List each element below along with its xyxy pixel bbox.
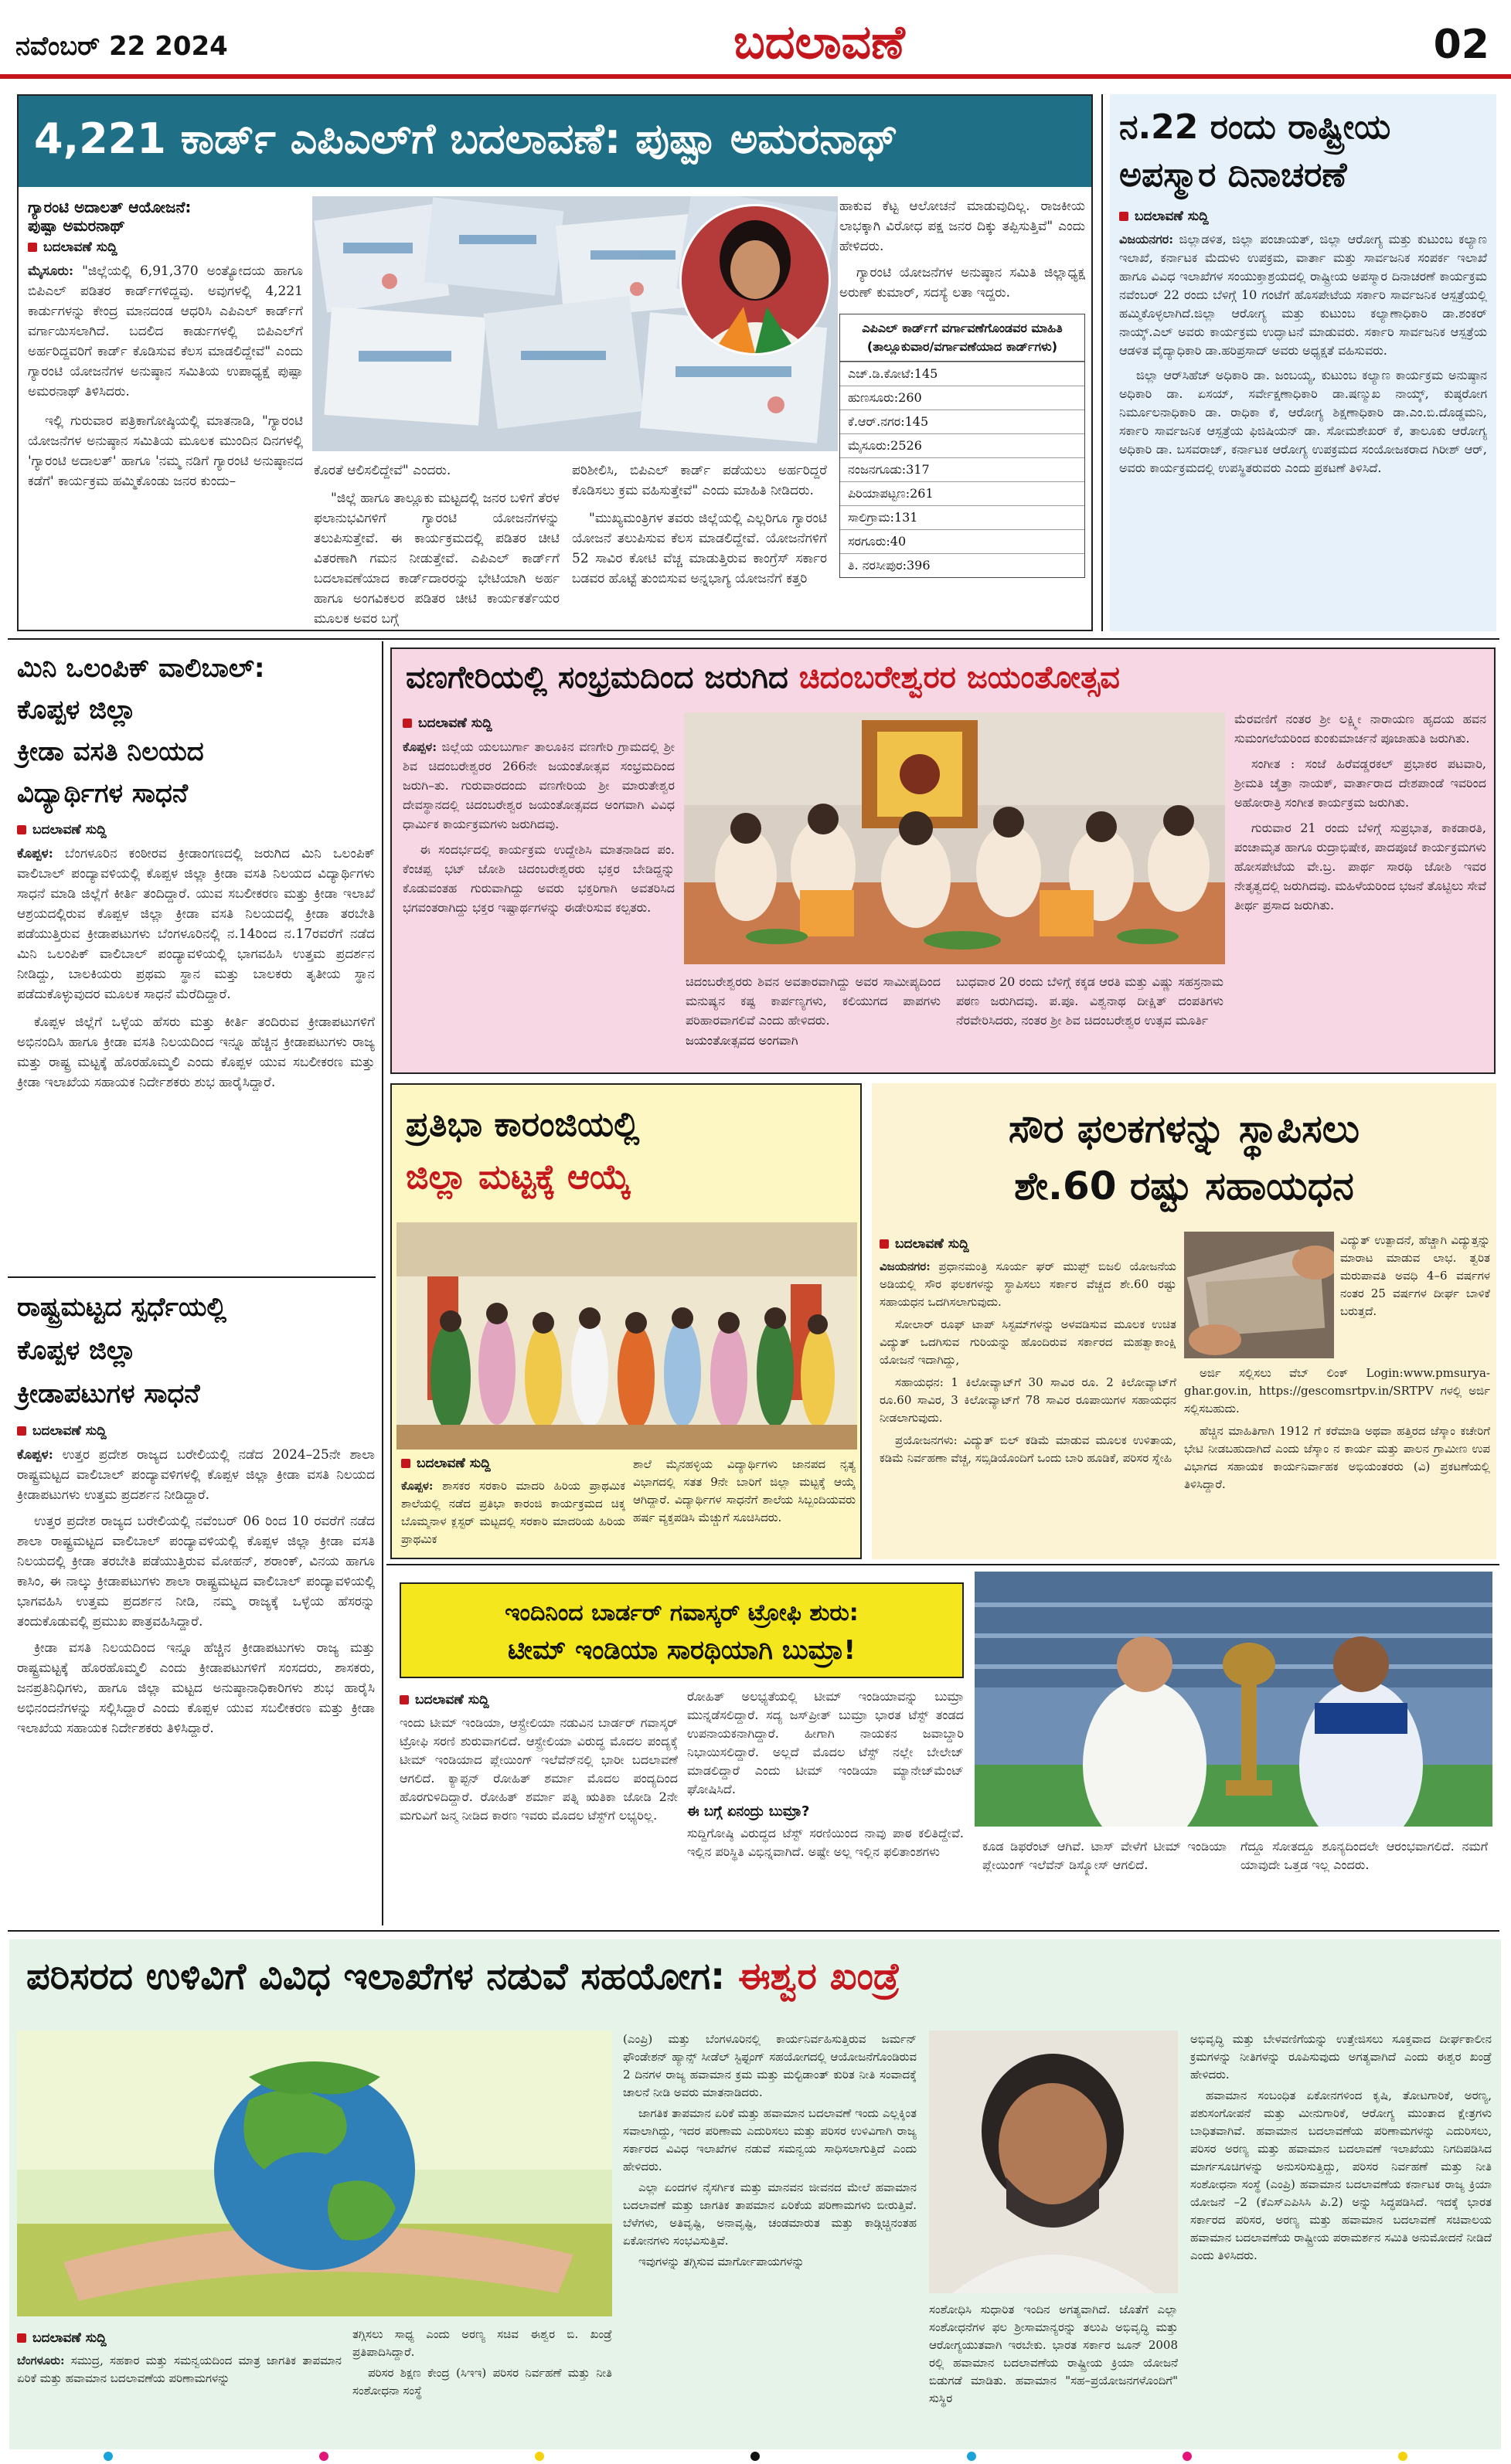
story-body: ಹಾಕುವ ಕೆಟ್ಟ ಆಲೋಚನೆ ಮಾಡುವುದಿಲ್ಲ. ರಾಜಕೀಯ ಲಾಭಕ್ಕಾಗಿ ವಿರೋಧ ಪಕ್ಷ ಜನರ ದಿಕ್ಕು ತಪ್ಪಿಸುತ್ತಿವೆ" ಎಂದು ಹೇಳಿದರು.	[839, 199, 1085, 254]
registration-mark-icon	[104, 2452, 113, 2461]
story-body: ಸಂಶೋಧಿಸಿ ಸುಧಾರಿತ ಇಂದಿನ ಅಗತ್ಯವಾಗಿದೆ. ಜೊತೆಗೆ ಎಲ್ಲಾ ಸಂಶೋಧನೆಗಳ ಫಲ ಶ್ರೀಸಾಮಾನ್ಯರನ್ನು ತಲುಪಿ ಅಭಿವೃದ್ಧಿ ಮತ್ತು ಆರೋಗ್ಯಯುತವಾಗಿ ಇರಬೇಕು. ಭಾರತ ಸರ್ಕಾರ ಜೂನ್ 2008 ರಲ್ಲಿ ಹವಾಮಾನ ಬದಲಾವಣೆಯ ರಾಷ್ಟ್ರೀಯ ಕ್ರಿಯಾ ಯೋಜನೆ ಬಿಡುಗಡೆ ಮಾಡಿತು. ಹವಾಮಾನ "ಸಹ–ಪ್ರಯೋಜನಗಳೊಂದಿಗೆ" ಸುಸ್ಥಿರ	[929, 2303, 1178, 2405]
ceremony-photo	[684, 712, 1225, 964]
story-body: ವಿದ್ಯುತ್ ಉತ್ಪಾದನೆ, ಹೆಚ್ಚಾಗಿ ವಿದ್ಯುತ್ತನ್ನು ಮಾರಾಟ ಮಾಡುವ ಲಾಭ. ತ್ವರಿತ ಮರುಪಾವತಿ ಅವಧಿ 4–6 ವರ್ಷಗಳ ನಂತರ 25 ವರ್ಷಗಳ ದೀರ್ಘ ಬಾಳಿಕೆ ಬರುತ್ತದೆ.	[1340, 1233, 1490, 1318]
story-body: ಅಭಿವೃದ್ಧಿ ಮತ್ತು ಬೇಳವಣಿಗೆಯನ್ನು ಉತ್ತೇಜಿಸಲು ಸೂಕ್ತವಾದ ದೀರ್ಘಕಾಲೀನ ಕ್ರಮಗಳನ್ನು ನೀತಿಗಳನ್ನು ರೂಪಿಸುವುದು ಅಗತ್ಯವಾಗಿದೆ ಎಂದು ಈಶ್ವರ ಖಂಡ್ರೆ ಹೇಳಿದರು.	[1190, 2032, 1492, 2082]
byline: ಬದಲಾವಣೆ ಸುದ್ದಿ	[28, 240, 303, 255]
subheading: ಈ ಬಗ್ಗೆ ಏನಂದ್ರು ಬುಮ್ರಾ?	[687, 1803, 810, 1820]
captains-trophy-photo	[975, 1572, 1492, 1827]
apl-table-title: ಎಪಿಎಲ್ ಕಾರ್ಡ್‌ಗೆ ವರ್ಗಾವಣೆಗೊಂಡವರ ಮಾಹಿತಿ (ತಾಲ್ಲೂಕುವಾರ/ವರ್ಗಾವಣೆಯಾದ ಕಾರ್ಡ್‌ಗಳು)	[840, 314, 1084, 362]
byline: ಬದಲಾವಣೆ ಸುದ್ದಿ	[880, 1236, 1176, 1252]
section-divider	[8, 1930, 1499, 1932]
students-group-photo	[396, 1222, 857, 1450]
paper-name: ಬದಲಾವಣೆ	[733, 15, 905, 70]
story-body: ಇವುಗಳನ್ನು ತಗ್ಗಿಸುವ ಮಾರ್ಗೋಪಾಯಗಳನ್ನು	[638, 2255, 805, 2269]
headline: ಮಿನಿ ಒಲಂಪಿಕ್ ವಾಲಿಬಾಲ್: ಕೊಪ್ಪಳ ಜಿಲ್ಲಾ ಕ್ರೀಡಾ ವಸತಿ ನಿಲಯದ ವಿದ್ಯಾರ್ಥಿಗಳ ಸಾಧನೆ	[17, 653, 265, 809]
story-body: ಕೊಪ್ಪಳ: ಜಿಲ್ಲೆಯ ಯಲಬುರ್ಗಾ ತಾಲೂಕಿನ ವಣಗೇರಿ ಗ್ರಾಮದಲ್ಲಿ ಶ್ರೀ ಶಿವ ಚಿದಂಬರೇಶ್ವರರ 266ನೇ ಜಯಂತೋತ್ಸವ ಸಂಭ್ರಮದಿಂದ ಜರುಗಿ–ತು. ಗುರುವಾರದಂದು ವಣಗೇರಿಯ ಶ್ರೀ ಮಾರುತೇಶ್ವರ ದೇವಸ್ಥಾನದಲ್ಲಿ ಚಿದಂಬರೇಶ್ವರ ಜಯಂತೋತ್ಸವದ ಅಂಗವಾಗಿ ವಿವಿಧ ಧಾರ್ಮಿಕ ಕಾರ್ಯಕ್ರಮಗಳು ಜರುಗಿದವು.	[403, 739, 675, 831]
kicker: ಗ್ಯಾರಂಟಿ ಅದಾಲತ್ ಆಯೋಜನೆ:	[28, 198, 192, 216]
masthead-rule	[0, 74, 1511, 79]
story-body: ಸಂಗೀತ : ಸಂಜೆ ಹಿರೆವಡ್ಡರಕಲ್ ಪ್ರಭಾಕರ ಪಟವಾರಿ, ಶ್ರೀಮತಿ ಚೈತ್ರಾ ನಾಯಕ್, ವಾರ್ತಾರಾದ ದೇಶಪಾಂಡೆ ಇವರಿಂದ ಅಹೋರಾತ್ರಿ ಸಂಗೀತ ಕಾರ್ಯಕ್ರಮ ಜರುಗಿತು.	[1234, 756, 1486, 810]
photo-caption: ಜಯಂತೋತ್ಸವದ ಅಂಗವಾಗಿ	[686, 1033, 798, 1048]
currency-notes-photo	[1184, 1232, 1334, 1358]
story-epilepsy-day	[1110, 94, 1496, 631]
story-body: ಮೆರವಣಿಗೆ ನಂತರ ಶ್ರೀ ಲಕ್ಷ್ಮೀ ನಾರಾಯಣ ಹೃದಯ ಹವನ ಸುಮಂಗಲೆಯರಿಂದ ಕುಂಕುಮಾರ್ಚನೆ ಪೂಜಾಹುತಿ ಜರುಗಿತು.	[1234, 712, 1486, 746]
story-body: ಪರಿಸರ ಶಿಕ್ಷಣ ಕೇಂದ್ರ (ಸಿಇಇ) ಪರಿಸರ ನಿರ್ವಹಣೆ ಮತ್ತು ನೀತಿ ಸಂಶೋಧನಾ ಸಂಸ್ಥೆ	[352, 2366, 612, 2398]
story-solar-subsidy	[872, 1083, 1496, 1559]
story-body: ಉತ್ತರ ಪ್ರದೇಶ ರಾಜ್ಯದ ಬರೇಲಿಯಲ್ಲಿ ನವೆಂಬರ್ 06 ರಿಂದ 10 ರವರೆಗೆ ನಡೆದ ಶಾಲಾ ರಾಷ್ಟ್ರಮಟ್ಟದ ವಾಲಿಬಾಲ್ ಪಂದ್ಯಾವಳಿಯಲ್ಲಿ ಕೊಪ್ಪಳ ಜಿಲ್ಲಾ ಕ್ರೀಡಾ ವಸತಿ ನಿಲಯದಲ್ಲಿ ಕ್ರೀಡಾ ತರಬೇತಿ ಪಡೆಯುತ್ತಿರುವ ಮೋಹನ್, ಶರಾಂಕ್, ವಿನಯ ಹಾಗೂ ಕಾಸಿಂ, ಈ ನಾಲ್ಕು ಕ್ರೀಡಾಪಟುಗಳು ಶಾಲಾ ರಾಷ್ಟ್ರಮಟ್ಟದ ವಾಲಿಬಾಲ್ ಪಂದ್ಯಾವಳಿಯಲ್ಲಿ ಭಾಗವಹಿಸಿ ಉತ್ತಮ ಪ್ರದರ್ಶನ ನೀಡಿ, ನಮ್ಮ ರಾಜ್ಯಕ್ಕೆ ಒಳ್ಳೆಯ ಹೆಸರನ್ನು ತಂದುಕೊಡುವಲ್ಲಿ ಪ್ರಮುಖ ಪಾತ್ರವಹಿಸಿದ್ದಾರೆ.	[17, 1514, 375, 1630]
story-body: ಇಂದು ಟೀಮ್ ಇಂಡಿಯಾ, ಆಸ್ಟ್ರೇಲಿಯಾ ನಡುವಿನ ಬಾರ್ಡರ್ ಗವಾಸ್ಕರ್ ಟ್ರೋಫಿ ಸರಣಿ ಶುರುವಾಗಲಿದೆ. ಆಸ್ಟ್ರೇಲಿಯಾ ವಿರುದ್ಧ ಮೊದಲ ಪಂದ್ಯಕ್ಕೆ ಟೀಮ್ ಇಂಡಿಯಾದ ಪ್ಲೇಯಿಂಗ್ ಇಲೆವೆನ್‌ನಲ್ಲಿ ಭಾರೀ ಬದಲಾವಣೆ ಆಗಲಿದೆ. ಕ್ಯಾಪ್ಟನ್ ರೋಹಿತ್ ಶರ್ಮಾ ಮೊದಲ ಪಂದ್ಯದಿಂದ ಹೊರಗುಳಿದಿದ್ದಾರೆ. ರೋಹಿತ್ ಶರ್ಮಾ ಪತ್ನಿ ಋತಿಕಾ ಜೋಡಿ 2ನೇ ಮಗುವಿಗೆ ಜನ್ಮ ನೀಡಿದ ಕಾರಣ ಇವರು ಮೊದಲ ಟೆಸ್ಟ್‌ಗೆ ಲಭ್ಯರಿಲ್ಲ.	[400, 1715, 678, 1823]
color-registration-bar	[0, 2451, 1511, 2462]
headline: ಇಂದಿನಿಂದ ಬಾರ್ಡರ್ ಗವಾಸ್ಕರ್ ಟ್ರೋಫಿ ಶುರು: ಟೀಮ್ ಇಂಡಿಯಾ ಸಾರಥಿಯಾಗಿ ಬುಮ್ರಾ!	[505, 1599, 859, 1666]
headline: ಸೌರ ಫಲಕಗಳನ್ನು ಸ್ಥಾಪಿಸಲು ಶೇ.60 ರಷ್ಟು ಸಹಾಯಧನ	[1008, 1106, 1360, 1208]
eshwar-khandre-portrait	[929, 2031, 1178, 2293]
story-body: ಕ್ರೀಡಾ ವಸತಿ ನಿಲಯದಿಂದ ಇನ್ನೂ ಹೆಚ್ಚಿನ ಕ್ರೀಡಾಪಟುಗಳು ರಾಜ್ಯ ಮತ್ತು ರಾಷ್ಟ್ರಮಟ್ಟಕ್ಕೆ ಹೊರಹೊಮ್ಮಲಿ ಎಂದು ಕ್ರೀಡಾಪಟುಗಳಿಗೆ ಸಂಸದರು, ಶಾಸಕರು, ಜನಪ್ರತಿನಿಧಿಗಳು, ಹಾಗೂ ಜಿಲ್ಲಾ ಮಟ್ಟದ ಅನುಷ್ಠಾನಾಧಿಕಾರಿಗಳು ಶುಭ ಹಾರೈಸಿ ಅಭಿನಂದನೆಗಳನ್ನು ಸಲ್ಲಿಸಿದ್ದಾರೆ ಎಂದು ಕೊಪ್ಪಳ ಯುವ ಸಬಲೀಕರಣ ಮತ್ತು ಕ್ರೀಡಾ ಇಲಾಖೆಯ ಸಹಾಯಕ ನಿರ್ದೇಶಕರು ತಿಳಿಸಿದ್ದಾರೆ.	[17, 1640, 375, 1736]
apl-table-row: ಸಾಲಿಗ್ರಾಮ:131	[840, 505, 1084, 529]
story-body: ಬುಧವಾರ 20 ರಂದು ಬೆಳಿಗ್ಗೆ ಕಕ್ಕಡ ಆರತಿ ಮತ್ತು ವಿಷ್ಣು ಸಹಸ್ರನಾಮ ಪಠಣ ಜರುಗಿದವು. ಪ.ಪೂ. ವಿಶ್ವನಾಥ ದೀಕ್ಷಿತ್ ದಂಪತಿಗಳು ನೆರವೇರಿಸಿದರು, ನಂತರ ಶ್ರೀ ಶಿವ ಚಿದಂಬರೇಶ್ವರ ಉತ್ಸವ ಮೂರ್ತಿ	[956, 974, 1223, 1028]
byline: ಬದಲಾವಣೆ ಸುದ್ದಿ	[17, 2330, 342, 2346]
registration-mark-icon	[535, 2452, 544, 2461]
story-body: ಪರಿಶೀಲಿಸಿ, ಬಿಪಿಎಲ್ ಕಾರ್ಡ್ ಪಡೆಯಲು ಅರ್ಹರಿದ್ದರೆ ಕೊಡಿಸಲು ಕ್ರಮ ವಹಿಸುತ್ತೇವೆ" ಎಂದು ಮಾಹಿತಿ ನೀಡಿದರು.	[572, 463, 827, 498]
apl-table-row: ತಿ. ನರಸೀಪುರ:396	[840, 553, 1084, 577]
apl-table-rows	[840, 362, 1084, 577]
story-body: ಕೊಪ್ಪಳ: ಬೆಂಗಳೂರಿನ ಕಂಠೀರವ ಕ್ರೀಡಾಂಗಣದಲ್ಲಿ ಜರುಗಿದ ಮಿನಿ ಒಲಂಪಿಕ್ ವಾಲಿಬಾಲ್ ಪಂದ್ಯಾವಳಿಯಲ್ಲಿ ಕೊಪ್ಪಳ ಜಿಲ್ಲಾ ಕ್ರೀಡಾ ವಸತಿ ನಿಲಯದ ವಿದ್ಯಾರ್ಥಿಗಳು ಸಾಧನೆ ಮಾಡಿ ಜಿಲ್ಲೆಗೆ ಕೀರ್ತಿ ತಂದಿದ್ದಾರೆ. ಯುವ ಸಬಲೀಕರಣ ಮತ್ತು ಕ್ರೀಡಾ ಇಲಾಖೆ ಆಶ್ರಯದಲ್ಲಿರುವ ಕೊಪ್ಪಳ ಜಿಲ್ಲಾ ಕ್ರೀಡಾ ವಸತಿ ನಿಲಯದಲ್ಲಿ ಕ್ರೀಡಾ ತರಬೇತಿ ಪಡೆಯುತ್ತಿರುವ ಕ್ರೀಡಾಪಟುಗಳು ಬೆಂಗಳೂರಿನಲ್ಲಿ ನ.14ರಿಂದ ನ.17ರವರೆಗೆ ನಡೆದ ಮಿನಿ ಒಲಂಪಿಕ್ ವಾಲಿಬಾಲ್ ಪಂದ್ಯಾವಳಿಯಲ್ಲಿ ಭಾಗವಹಿಸಿ ಉತ್ತಮ ಪ್ರದರ್ಶನ ನೀಡಿದ್ದು, ಬಾಲಕಿಯರು ಪ್ರಥಮ ಸ್ಥಾನ ಮತ್ತು ಬಾಲಕರು ತೃತೀಯ ಸ್ಥಾನ ಪಡೆದುಕೊಳ್ಳುವುದರ ಮೂಲಕ ಸಾಧನೆ ಮೆರೆದಿದ್ದಾರೆ.	[17, 846, 375, 1002]
story-body: ಕೊಪ್ಪಳ ಜಿಲ್ಲೆಗೆ ಒಳ್ಳೆಯ ಹೆಸರು ಮತ್ತು ಕೀರ್ತಿ ತಂದಿರುವ ಕ್ರೀಡಾಪಟುಗಳಿಗೆ ಅಭಿನಂದಿಸಿ ಹಾಗೂ ಕ್ರೀಡಾ ವಸತಿ ನಿಲಯದಿಂದ ಇನ್ನೂ ಹೆಚ್ಚಿನ ಕ್ರೀಡಾಪಟುಗಳು ರಾಜ್ಯ ಮತ್ತು ರಾಷ್ಟ್ರ ಮಟ್ಟಕ್ಕೆ ಹೊರಹೊಮ್ಮಲಿ ಎಂದು ಕೊಪ್ಪಳ ಯುವ ಸಬಲೀಕರಣ ಮತ್ತು ಕ್ರೀಡಾ ಇಲಾಖೆಯ ಸಹಾಯಕ ನಿರ್ದೇಶಕರು ಶುಭ ಹಾರೈಸಿದ್ದಾರೆ.	[17, 1014, 375, 1090]
story-body: (ಎಂಪ್ರಿ) ಮತ್ತು ಬೆಂಗಳೂರಿನಲ್ಲಿ ಕಾರ್ಯನಿರ್ವಹಿಸುತ್ತಿರುವ ಜರ್ಮನ್ ಫೌಂಡೇಶನ್ ಹ್ಯಾನ್ಸ್ ಸೀಡೆಲ್ ಸ್ಟಿಫ್ಟಂಗ್ ಸಹಯೋಗದಲ್ಲಿ ಆಯೋಜನೆಗೊಂಡಿರುವ 2 ದಿನಗಳ ರಾಜ್ಯ ಹವಾಮಾನ ಕ್ರಮ ಮತ್ತು ಮಲ್ಟಿಡಾಂತ್ ಕುರಿತ ನೀತಿ ಸಂವಾದಕ್ಕೆ ಚಾಲನೆ ನೀಡಿ ಅವರು ಮಾತನಾಡಿದರು.	[623, 2032, 917, 2099]
byline: ಬದಲಾವಣೆ ಸುದ್ದಿ	[403, 715, 675, 731]
story-body: ಶಾಲೆ ಮೈನಹಳ್ಳಿಯ ವಿದ್ಯಾರ್ಥಿಗಳು ಜಾನಪದ ನೃತ್ಯ ವಿಭಾಗದಲ್ಲಿ ಸತತ 9ನೇ ಬಾರಿಗೆ ಜಿಲ್ಲಾ ಮಟ್ಟಕ್ಕೆ ಆಯ್ಕೆ ಆಗಿದ್ದಾರೆ. ವಿದ್ಯಾರ್ಥಿಗಳ ಸಾಧನೆಗೆ ಶಾಲೆಯ ಸಿಬ್ಬಂದಿಯವರು ಹರ್ಷ ವ್ಯಕ್ತಪಡಿಸಿ ಮೆಚ್ಚುಗೆ ಸೂಚಿಸಿದರು.	[633, 1457, 856, 1524]
story-body: ಜಿಲ್ಲಾ ಆರ್‌ಸಿಹೆಚ್ ಅಧಿಕಾರಿ ಡಾ. ಜಂಬಯ್ಯ, ಕುಟುಂಬ ಕಲ್ಯಾಣ ಕಾರ್ಯಕ್ರಮ ಅನುಷ್ಠಾನ ಅಧಿಕಾರಿ ಡಾ. ಏಸಯ್, ಸರ್ವೇಕ್ಷಣಾಧಿಕಾರಿ ಡಾ.ಷಣ್ಮುಖ ನಾಯ್ಕ್, ಕುಷ್ಠರೋಗ ನಿರ್ಮೂಲನಾಧಿಕಾರಿ ಡಾ. ರಾಧಿಕಾ ಕೆ, ಆರೋಗ್ಯ ಶಿಕ್ಷಣಾಧಿಕಾರಿ ಡಾ.ಎಂ.ಬಿ.ದೊಡ್ಡಮನಿ, ಸರ್ಕಾರಿ ಸಾರ್ವಜನಿಕ ಆಸ್ಪತ್ರೆಯ ಫಿಜಿಷಿಯನ್ ಡಾ. ಸೋಮಶೇಖರ್ ಕೆ, ತಾಲೂಕು ಆರೋಗ್ಯ ಅಧಿಕಾರಿ ಡಾ. ಬಸವರಾಜ್, ಕರ್ನಾಟಕ ಆರೋಗ್ಯ ಉಪಕ್ರಮದ ಸಂಯೋಜಕರಾದ ಗಿರೀಶ್ ಆರ್, ಅವರು ಕಾರ್ಯಕ್ರಮದಲ್ಲಿ ಉಪಸ್ಥಿತರುವರು ಎಂದು ಪ್ರಕಟಣೆ ತಿಳಿಸಿದೆ.	[1119, 368, 1487, 475]
story-environment	[9, 1939, 1501, 2449]
story-body: "ಮುಖ್ಯಮಂತ್ರಿಗಳ ತವರು ಜಿಲ್ಲೆಯಲ್ಲಿ ಎಲ್ಲರಿಗೂ ಗ್ಯಾರಂಟಿ ಯೋಜನೆ ತಲುಪಿಸುವ ಕೆಲಸ ಮಾಡಲಿದ್ದೇವೆ. ಯೋಜನೆಗಳಿಗೆ 52 ಸಾವಿರ ಕೋಟಿ ವೆಚ್ಚ ಮಾಡುತ್ತಿರುವ ಕಾಂಗ್ರೆಸ್ ಸರ್ಕಾರ ಬಡವರ ಹೊಟ್ಟೆ ತುಂಬಿಸುವ ಅನ್ನಭಾಗ್ಯ ಯೋಜನೆಗೆ ಕತ್ತರಿ	[572, 511, 827, 586]
story-body: ವಿಜಯನಗರ: ಜಿಲ್ಲಾಡಳಿತ, ಜಿಲ್ಲಾ ಪಂಚಾಯತ್, ಜಿಲ್ಲಾ ಆರೋಗ್ಯ ಮತ್ತು ಕುಟುಂಬ ಕಲ್ಯಾಣ ಇಲಾಖೆ, ಕರ್ನಾಟಕ ಮೆದುಳು ಉಪಕ್ರಮ, ವಾರ್ತಾ ಮತ್ತು ಸಾರ್ವಜನಿಕ ಸಂಪರ್ಕ ಇಲಾಖೆ ಹಾಗೂ ವಿವಿಧ ಇಲಾಖೆಗಳ ಸಂಯುಕ್ತಾಶ್ರಯದಲ್ಲಿ ರಾಷ್ಟ್ರೀಯ ಅಪಸ್ಮಾರ ದಿನಾಚರಣೆ ಕಾರ್ಯಕ್ರಮ ನವೆಂಬರ್ 22 ರಂದು ಬೆಳಿಗ್ಗೆ 10 ಗಂಟೆಗೆ ಹೊಸಪೇಟೆಯ ಸರ್ಕಾರಿ ಸಾರ್ವಜನಿಕ ಆಸ್ಪತ್ರೆಯಲ್ಲಿ ಹಮ್ಮಿಕೊಳ್ಳಲಾಗಿದೆ.ಜಿಲ್ಲಾ ಆರೋಗ್ಯ ಮತ್ತು ಕುಟುಂಬ ಕಲ್ಯಾಣಾಧಿಕಾರಿ ಡಾ.ಶಂಕರ್ ನಾಯ್ಕ್.ಎಲ್ ಅವರು ಕಾರ್ಯಕ್ರಮ ಉದ್ಘಾಟನೆ ಮಾಡುವರು. ಸರ್ಕಾರಿ ಸಾರ್ವಜನಿಕ ಆಸ್ಪತ್ರೆಯ ಆಡಳಿತ ವೈದ್ಯಾಧಿಕಾರಿ ಡಾ.ಹರಿಪ್ರಸಾದ್ ಅವರು ಅಧ್ಯಕ್ಷತೆ ವಹಿಸುವರು.	[1119, 232, 1487, 358]
earth-in-hands-photo	[17, 2031, 612, 2316]
story-body: "ಜಿಲ್ಲೆ ಹಾಗೂ ತಾಲ್ಲೂಕು ಮಟ್ಟದಲ್ಲಿ ಜನರ ಬಳಿಗೆ ತೆರಳ ಫಲಾನುಭವಿಗಳಿಗೆ ಗ್ಯಾರಂಟಿ ಯೋಜನೆಗಳನ್ನು ತಲುಪಿಸುತ್ತೇವೆ. ಈ ಕಾರ್ಯಕ್ರಮದಲ್ಲಿ ಪಡಿತರ ಚೀಟಿ ವಿತರಣಾಗಿ ಗಮನ ನೀಡುತ್ತೇವೆ. ಎಪಿಎಲ್ ಕಾರ್ಡ್‌ಗೆ ಬದಲಾವಣೆಯಾದ ಕಾರ್ಡ್‌ದಾರರನ್ನು ಭೇಟಿಯಾಗಿ ಅರ್ಹ ಹಾಗೂ ಅಂಗವಿಕಲರ ಪಡಿತರ ಚೀಟಿ ಕಾರ್ಯಕರ್ತೆಯರ ಮೂಲಕ ಅವರ ಬಗ್ಗೆ	[314, 491, 560, 627]
story-body: ಇಲ್ಲಿ ಗುರುವಾರ ಪತ್ರಿಕಾಗೋಷ್ಠಿಯಲ್ಲಿ ಮಾತನಾಡಿ, "ಗ್ಯಾರಂಟಿ ಯೋಜನೆಗಳ ಅನುಷ್ಠಾನ ಸಮಿತಿಯ ಮೂಲಕ ಮುಂದಿನ ದಿನಗಳಲ್ಲಿ 'ಗ್ಯಾರಂಟಿ ಅದಾಲತ್' ಹಾಗೂ 'ನಮ್ಮ ನಡಿಗೆ ಗ್ಯಾರಂಟಿ ಅನುಷ್ಠಾನದ ಕಡೆಗೆ' ಕಾರ್ಯಕ್ರಮ ಹಮ್ಮಿಕೊಂಡು ಜನರ ಕುಂದು–	[28, 413, 303, 489]
story-body: ಗ್ಯಾರಂಟಿ ಯೋಜನೆಗಳ ಅನುಷ್ಠಾನ ಸಮಿತಿ ಜಿಲ್ಲಾಧ್ಯಕ್ಷ ಅರುಣ್ ಕುಮಾರ್, ಸದಸ್ಯೆ ಲತಾ ಇದ್ದರು.	[839, 265, 1085, 301]
kicker-name: ಪುಷ್ಪಾ ಅಮರನಾಥ್	[28, 216, 125, 235]
apl-table	[839, 314, 1085, 578]
story-body: ಜಾಗತಿಕ ತಾಪಮಾನ ಏರಿಕೆ ಮತ್ತು ಹವಾಮಾನ ಬದಲಾವಣೆ ಇಂದು ಎಲ್ಲಕ್ಕಿಂತ ಸವಾಲಾಗಿದ್ದು, ಇದರ ಪರಿಣಾಮ ಎದುರಿಸಲು ಮತ್ತು ಪರಿಸರ ಉಳಿವಿಗಾಗಿ ರಾಜ್ಯ ಸರ್ಕಾರದ ವಿವಿಧ ಇಲಾಖೆಗಳ ನಡುವೆ ಸಮನ್ವಯ ಸಾಧಿಸಲಾಗುತ್ತಿದೆ ಎಂದು ಹೇಳಿದರು.	[623, 2106, 917, 2173]
story-border-gavaskar	[390, 1572, 1496, 1925]
registration-mark-icon	[319, 2452, 328, 2461]
byline: ಬದಲಾವಣೆ ಸುದ್ದಿ	[1119, 209, 1487, 224]
story-body: ವಿಜಯನಗರ: ಪ್ರಧಾನಮಂತ್ರಿ ಸೂರ್ಯ ಘರ್ ಮುಫ್ತ್ ಬಿಜಲಿ ಯೋಜನೆಯ ಅಡಿಯಲ್ಲಿ ಸೌರ ಫಲಕಗಳನ್ನು ಸ್ಥಾಪಿಸಲು ಸರ್ಕಾರ ವೆಚ್ಚದ ಶೇ.60 ರಷ್ಟು ಸಹಾಯಧನ ಒದಗಿಸಲಾಗುವುದು.	[880, 1259, 1176, 1309]
headline-box	[400, 1582, 964, 1678]
story-body: ಪ್ರಯೋಜನಗಳು: ವಿದ್ಯುತ್ ಬಿಲ್ ಕಡಿಮೆ ಮಾಡುವ ಮೂಲಕ ಉಳಿತಾಯ, ಕಡಿಮೆ ನಿರ್ವಹಣಾ ವೆಚ್ಚ, ಸಬ್ಸಿಡಿಯೊಂದಿಗೆ ಒಂದು ಬಾರಿ ಹೂಡಿಕೆ, ಪರಿಸರ ಸ್ನೇಹಿ	[880, 1433, 1176, 1465]
story-body: ಈ ಸಂದರ್ಭದಲ್ಲಿ ಕಾರ್ಯಕ್ರಮ ಉದ್ದೇಶಿಸಿ ಮಾತನಾಡಿದ ಪಂ. ಕೆಂಚಪ್ಪ ಭಟ್ ಜೋಶಿ ಚಿದಂಬರೇಶ್ವರರು ಭಕ್ತರ ಬೇಡಿದ್ದನ್ನು ಕೊಡುವಂತಹ ಗುರುವಾಗಿದ್ದು ಅವರು ಭಕ್ತರಿಗಾಗಿ ಅವತರಿಸಿದ ಭಗವಂತರಾಗಿದ್ದು ಭಕ್ತರ ಇಷ್ಟಾರ್ಥಗಳನ್ನು ಈಡೇರಿಸುವ ಕಲ್ಪತರು.	[403, 842, 675, 915]
headline: ನ.22 ರಂದು ರಾಷ್ಟ್ರೀಯ ಅಪಸ್ಮಾರ ದಿನಾಚರಣೆ	[1119, 107, 1391, 195]
story-body: ತಗ್ಗಿಸಲು ಸಾಧ್ಯ ಎಂದು ಅರಣ್ಯ ಸಚಿವ ಈಶ್ವರ ಬಿ. ಖಂಡ್ರೆ ಪ್ರತಿಪಾದಿಸಿದ್ದಾರೆ.	[352, 2327, 612, 2359]
headline: 4,221 ಕಾರ್ಡ್ ಎಪಿಎಲ್‌ಗೆ ಬದಲಾವಣೆ: ಪುಷ್ಪಾ ಅಮರನಾಥ್	[34, 114, 898, 163]
story-body: ಬೆಂಗಳೂರು: ಸಮುದ್ರ, ಸಹಕಾರ ಮತ್ತು ಸಮನ್ವಯದಿಂದ ಮಾತ್ರ ಜಾಗತಿಕ ತಾಪಮಾನ ಏರಿಕೆ ಮತ್ತು ಹವಾಮಾನ ಬದಲಾವಣೆಯ ಪರಿಣಾಮಗಳನ್ನು	[17, 2354, 342, 2385]
section-divider	[8, 1276, 376, 1278]
pushpa-amarnath-portrait	[679, 204, 831, 355]
headline: ರಾಷ್ಟ್ರಮಟ್ಟದ ಸ್ಪರ್ಧೆಯಲ್ಲಿ ಕೊಪ್ಪಳ ಜಿಲ್ಲಾ ಕ್ರೀಡಾಪಟುಗಳ ಸಾಧನೆ	[17, 1292, 227, 1409]
byline: ಬದಲಾವಣೆ ಸುದ್ದಿ	[401, 1456, 625, 1471]
apl-table-row: ಕೆ.ಆರ್.ನಗರ:145	[840, 410, 1084, 433]
apl-table-row: ಎಚ್.ಡಿ.ಕೋಟೆ:145	[840, 362, 1084, 386]
column-divider	[382, 641, 383, 1925]
headline: ಪ್ರತಿಭಾ ಕಾರಂಜಿಯಲ್ಲಿ ಜಿಲ್ಲಾ ಮಟ್ಟಕ್ಕೆ ಆಯ್ಕೆ	[406, 1105, 640, 1197]
story-body: ಕೊರತೆ ಆಲಿಸಲಿದ್ದೇವೆ" ಎಂದರು.	[314, 463, 451, 478]
section-divider	[8, 638, 1499, 640]
issue-date: ನವೆಂಬರ್ 22 2024	[15, 31, 228, 62]
story-body: ಹವಾಮಾನ ಸಂಬಂಧಿತ ಏಕೋನಗಳಿಂದ ಕೃಷಿ, ತೋಟಗಾರಿಕೆ, ಅರಣ್ಯ, ಪಶುಸಂಗೋಪನೆ ಮತ್ತು ಮೀನುಗಾರಿಕೆ, ಆರೋಗ್ಯ ಮುಂತಾದ ಕ್ಷೇತ್ರಗಳು ಬಾಧಿತವಾಗಿವೆ. ಹವಾಮಾನ ಬದಲಾವಣೆಯ ಪರಿಣಾಮಗಳನ್ನು ಎದುರಿಸಲು, ಪರಿಸರ ಅರಣ್ಯ ಮತ್ತು ಹವಾಮಾನ ಬದಲಾವಣೆ ಇಲಾಖೆಯು ನಿಗದಿಪಡಿಸಿದ ಮಾರ್ಗಸೂಚಿಗಳನ್ನು ಅನುಸರಿಸುತ್ತಿದ್ದು, ಪರಿಸರ ನಿರ್ವಹಣೆ ಮತ್ತು ನೀತಿ ಸಂಶೋಧನಾ ಸಂಸ್ಥೆ (ಎಂಪ್ರಿ) ಹವಾಮಾನ ಬದಲಾವಣೆಯ ಕರ್ನಾಟಕ ರಾಜ್ಯ ಕ್ರಿಯಾ ಯೋಜನೆ –2 (ಕೆಎಸ್‌ಎಪಿಸಿಸಿ ಪಿ.2) ಅನ್ನು ಸಿದ್ಧಪಡಿಸಿದೆ. ಇದಕ್ಕೆ ಭಾರತ ಸರ್ಕಾರದ ಪರಿಸರ, ಅರಣ್ಯ ಮತ್ತು ಹವಾಮಾನ ಬದಲಾವಣೆ ಸಚಿವಾಲಯ ಹವಾಮಾನ ಬದಲಾವಣೆಯ ರಾಷ್ಟ್ರೀಯ ಪರಾಮರ್ಶನ ಸಮಿತಿ ಅನುಮೋದನೆ ನೀಡಿದೆ ಎಂದು ತಿಳಿಸಿದರು.	[1190, 2088, 1492, 2262]
story-body: ಗುರುವಾರ 21 ರಂದು ಬೆಳಿಗ್ಗೆ ಸುಪ್ರಭಾತ, ಕಾಕಡಾರತಿ, ಪಂಚಾಮೃತ ಹಾಗೂ ರುದ್ರಾಭಿಷೇಕ, ಪಾದಪೂಜೆ ಕಾರ್ಯಕ್ರಮಗಳು ಹೋಸಪೇಟೆಯ ವೇ.ಬ್ರ. ಪಾರ್ಥ ಸಾರಥಿ ಜೋಶಿ ಇವರ ನೇತೃತ್ವದಲ್ಲಿ ಜರುಗಿದವು. ಮಹಿಳೆಯರಿಂದ ಭಜನೆ ತೊಟ್ಟಿಲು ಸೇವೆ ತೀರ್ಥ ಪ್ರಸಾದ ಜರುಗಿತು.	[1234, 821, 1486, 913]
story-chidambareshwara	[390, 647, 1496, 1074]
registration-mark-icon	[1398, 2452, 1407, 2461]
story-body: ಅರ್ಜಿ ಸಲ್ಲಿಸಲು ವೆಬ್ ಲಿಂಕ್ Login:www.pmsurya-ghar.gov.in, https://gescomsrtpv.in/SRTPV ಗಳಲ್ಲಿ ಅರ್ಜಿ ಸಲ್ಲಿಸಬಹುದು.	[1184, 1366, 1490, 1416]
byline: ಬದಲಾವಣೆ ಸುದ್ದಿ	[17, 1423, 375, 1439]
photo-caption: ಗೆದ್ದೂ ಸೋತದ್ದೂ ಶೂನ್ಯದಿಂದಲೇ ಆರಂಭವಾಗಲಿದೆ. ನಮಗೆ ಯಾವುದೇ ಒತ್ತಡ ಇಲ್ಲ ಎಂದರು.	[1240, 1839, 1488, 1872]
story-body: ರೋಹಿತ್ ಅಲಭ್ಯತೆಯಲ್ಲಿ ಟೀಮ್ ಇಂಡಿಯಾವನ್ನು ಬುಮ್ರಾ ಮುನ್ನಡೆಸಲಿದ್ದಾರೆ. ಸದ್ಯ ಜಸ್‌ಪ್ರೀತ್ ಬುಮ್ರಾ ಭಾರತ ಟೆಸ್ಟ್ ತಂಡದ ಉಪನಾಯಕನಾಗಿದ್ದಾರೆ. ಹೀಗಾಗಿ ನಾಯಕನ ಜವಾಬ್ದಾರಿ ನಿಭಾಯಿಸಲಿದ್ದಾರೆ. ಅಲ್ಲದೆ ಮೊದಲ ಟೆಸ್ಟ್ ನಲ್ಲೇ ಬೇಲೇಜ್ ಮಾಡಲಿದ್ದಾರೆ ಎಂದು ಟೀಮ್ ಇಂಡಿಯಾ ಮ್ಯಾನೇಜ್‌ಮೆಂಟ್ ಘೋಷಿಸಿದೆ.	[687, 1689, 964, 1796]
story-body: ಕೊಪ್ಪಳ: ಉತ್ತರ ಪ್ರದೇಶ ರಾಜ್ಯದ ಬರೇಲಿಯಲ್ಲಿ ನಡೆದ 2024–25ನೇ ಶಾಲಾ ರಾಷ್ಟ್ರಮಟ್ಟದ ವಾಲಿಬಾಲ್ ಪಂದ್ಯಾವಳಿಗಳಲ್ಲಿ ಕೊಪ್ಪಳ ಜಿಲ್ಲಾ ಕ್ರೀಡಾ ವಸತಿ ನಿಲಯದ ಕ್ರೀಡಾಪಟುಗಳು ಉತ್ತಮ ಪ್ರದರ್ಶನ ನೀಡಿದ್ದಾರೆ.	[17, 1447, 375, 1503]
page-number: 02	[1433, 22, 1489, 68]
story-national-volleyball	[17, 1286, 375, 1922]
registration-mark-icon	[750, 2452, 760, 2461]
headline: ವಣಗೇರಿಯಲ್ಲಿ ಸಂಭ್ರಮದಿಂದ ಜರುಗಿದ ಚಿದಂಬರೇಶ್ವರರ ಜಯಂತೋತ್ಸವ	[406, 660, 1120, 695]
byline: ಬದಲಾವಣೆ ಸುದ್ದಿ	[400, 1692, 678, 1708]
story-body: ಸೋಲಾರ್ ರೂಫ್ ಟಾಪ್ ಸಿಸ್ಟಮ್‌ಗಳನ್ನು ಅಳವಡಿಸುವ ಮೂಲಕ ಉಚಿತ ವಿದ್ಯುತ್ ಒದಗಿಸುವ ಗುರಿಯನ್ನು ಹೊಂದಿರುವ ಸರ್ಕಾರದ ಮಹತ್ವಾಕಾಂಕ್ಷಿ ಯೋಜನೆ ಇದಾಗಿದ್ದು,	[880, 1317, 1176, 1367]
story-body: ಸಹಾಯಧನ: 1 ಕಿಲೋವ್ಯಾಟ್‌ಗೆ 30 ಸಾವಿರ ರೂ. 2 ಕಿಲೋವ್ಯಾಟ್‌ಗೆ ರೂ.60 ಸಾವಿರ, 3 ಕಿಲೋವ್ಯಾಟ್‌ಗೆ 78 ಸಾವಿರ ರೂಪಾಯಿಗಳ ಸಹಾಯಧನ ನೀಡಲಾಗುವುದು.	[880, 1375, 1176, 1425]
byline: ಬದಲಾವಣೆ ಸುದ್ದಿ	[17, 822, 375, 838]
registration-mark-icon	[967, 2452, 976, 2461]
story-apl-cards	[17, 94, 1093, 631]
story-body: ಮೈಸೂರು: "ಜಿಲ್ಲೆಯಲ್ಲಿ 6,91,370 ಅಂತ್ಯೋದಯ ಹಾಗೂ ಬಿಪಿಎಲ್ ಪಡಿತರ ಕಾರ್ಡ್‌ಗಳಿದ್ದವು. ಅವುಗಳಲ್ಲಿ 4,221 ಕಾರ್ಡುಗಳನ್ನು ಕೇಂದ್ರ ಮಾನದಂಡ ಆಧರಿಸಿ ಎಪಿಎಲ್ ಕಾರ್ಡ್‌ಗೆ ವರ್ಗಾಯಿಸಲಾಗಿದೆ. ಬದಲಿದ ಕಾರ್ಡುಗಳಲ್ಲಿ ಬಿಪಿಎಲ್‌ಗೆ ಅರ್ಹರಿದ್ದವರಿಗೆ ಕಾರ್ಡ್ ಕೊಡಿಸುವ ಕೆಲಸ ಮಾಡಲಿದ್ದೇವೆ" ಎಂದು ಗ್ಯಾರಂಟಿ ಯೋಜನೆಗಳ ಅನುಷ್ಠಾನ ಸಮಿತಿಯ ಉಪಾಧ್ಯಕ್ಷೆ ಪುಷ್ಪಾ ಅಮರನಾಥ್ ತಿಳಿಸಿದರು.	[28, 263, 303, 399]
story-body: ಹೆಚ್ಚಿನ ಮಾಹಿತಿಗಾಗಿ 1912 ಗೆ ಕರೆಮಾಡಿ ಅಥವಾ ಹತ್ತಿರದ ಜೆಸ್ಕಾಂ ಕಚೇರಿಗೆ ಭೇಟಿ ನೀಡಬಹುದಾಗಿದೆ ಎಂದು ಜೆಸ್ಕಾಂ ನ ಕಾರ್ಯ ಮತ್ತು ಪಾಲನ ಗ್ರಾಮೀಣ ಉಪ ವಿಭಾಗದ ಸಹಾಯಕ ಕಾರ್ಯನಿರ್ವಾಹಕ ಅಭಿಯಂತರರು (ವಿ) ಪ್ರಕಟಣೆಯಲ್ಲಿ ತಿಳಿಸಿದ್ದಾರೆ.	[1184, 1424, 1490, 1491]
story-body: ಎಲ್ಲಾ ಏಂದಗಳ ನೈಸರ್ಗಿಕ ಮತ್ತು ಮಾನವನ ಜೀವನದ ಮೇಲೆ ಹವಾಮಾನ ಬದಲಾವಣೆ ಮತ್ತು ಜಾಗತಿಕ ತಾಪಮಾನ ಏರಿಕೆಯ ಪರಿಣಾಮಗಳು ಬೀರುತ್ತಿವೆ. ಬೆಳೆಗಳು, ಅತಿವೃಷ್ಟಿ, ಅನಾವೃಷ್ಟಿ, ಚಂಡಮಾರುತ ಮತ್ತು ಕಾಡ್ಗಿಚ್ಚಿನಂತಹ ಏಕೋನಗಳು ಸಂಭವಿಸುತ್ತಿವೆ.	[623, 2180, 917, 2248]
apl-table-row: ಹುಣಸೂರು:260	[840, 386, 1084, 410]
apl-table-row: ಮೈಸೂರು:2526	[840, 433, 1084, 457]
apl-table-row: ನಂಜನಗೂಡು:317	[840, 457, 1084, 481]
headline: ಪರಿಸರದ ಉಳಿವಿಗೆ ವಿವಿಧ ಇಲಾಖೆಗಳ ನಡುವೆ ಸಹಯೋಗ: ಈಶ್ವರ ಖಂಡ್ರೆ	[26, 1955, 900, 1998]
headline-bar	[19, 96, 1091, 187]
masthead	[0, 0, 1511, 77]
story-body: ಸುದ್ದಿಗೋಷ್ಠಿ ವಿರುದ್ಧದ ಟೆಸ್ಟ್ ಸರಣಿಯಿಂದ ನಾವು ಪಾಠ ಕಲಿತಿದ್ದೇವೆ. ಇಲ್ಲಿನ ಪರಿಸ್ಥಿತಿ ವಿಭಿನ್ನವಾಗಿದೆ. ಅಷ್ಟೇ ಅಲ್ಲ ಇಲ್ಲಿನ ಫಲಿತಾಂಶಗಳು	[687, 1826, 964, 1859]
story-body: ಚಿದಂಬರೇಶ್ವರರು ಶಿವನ ಅವತಾರವಾಗಿದ್ದು ಅವರ ಸಾಮೀಪ್ಯದಿಂದ ಮನುಷ್ಯನ ಕಷ್ಟ ಕಾರ್ಪಣ್ಯಗಳು, ಕಲಿಯುಗದ ಪಾಪಗಳು ಪರಿಹಾರವಾಗಲಿವೆ ಎಂದು ಹೇಳಿದರು.	[686, 974, 941, 1028]
story-pratibha-karanji	[390, 1083, 862, 1559]
registration-mark-icon	[1183, 2452, 1192, 2461]
apl-table-row: ಸರಗೂರು:40	[840, 529, 1084, 553]
column-divider	[1101, 94, 1103, 631]
photo-caption: ಕೂಡ ಡಿಫರೆಂಟ್ ಆಗಿವೆ. ಟಾಸ್ ವೇಳೆಗೆ ಟೀಮ್ ಇಂಡಿಯಾ ಪ್ಲೇಯಿಂಗ್ ಇಲೆವೆನ್ ಡಿಸ್ಕ್ಲೋಸ್ ಆಗಲಿದೆ.	[982, 1839, 1227, 1872]
section-divider	[386, 1564, 1499, 1565]
story-mini-olympic	[17, 647, 375, 1273]
story-body: ಕೊಪ್ಪಳ: ಶಾಸಕರ ಸರಕಾರಿ ಮಾದರಿ ಹಿರಿಯ ಪ್ರಾಥಮಿಕ ಶಾಲೆಯಲ್ಲಿ ನಡೆದ ಪ್ರತಿಭಾ ಕಾರಂಜಿ ಕಾರ್ಯಕ್ರಮದ ಚಿಕ್ಕ ಬೊಮ್ಮನಾಳ ಕ್ಲಸ್ಟರ್ ಮಟ್ಟದಲ್ಲಿ ಸರಕಾರಿ ಮಾದರಿಯ ಹಿರಿಯ ಪ್ರಾಥಮಿಕ	[401, 1479, 625, 1546]
apl-table-row: ಪಿರಿಯಾಪಟ್ಟಣ:261	[840, 481, 1084, 505]
